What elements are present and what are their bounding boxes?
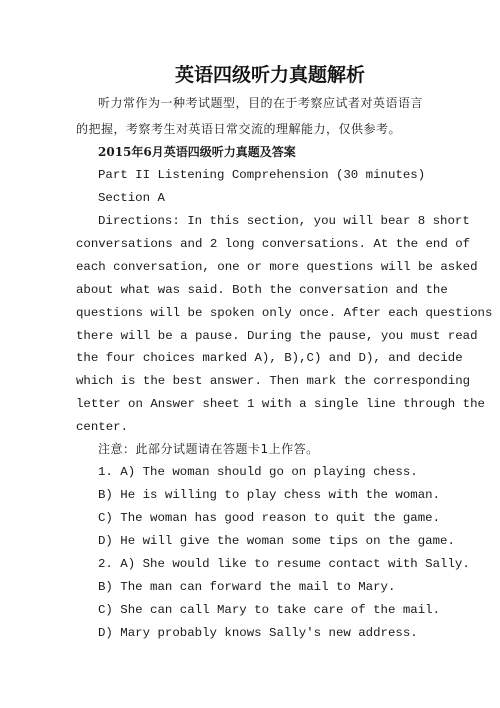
question-option: D) Mary probably knows Sally's new address.	[98, 626, 418, 640]
question-option: B) The man can forward the mail to Mary.	[98, 580, 396, 594]
note-text: 注意：此部分试题请在答题卡1上作答。	[98, 442, 319, 456]
directions-line: letter on Answer sheet 1 with a single line through the	[76, 397, 485, 411]
directions-line: about what was said. Both the conversation and the	[76, 283, 448, 297]
question-option: C) The woman has good reason to quit the game.	[98, 511, 441, 525]
directions-line: questions will be spoken only once. After each questions	[76, 306, 493, 320]
directions-line: Directions: In this section, you will bear 8 short	[98, 214, 470, 228]
directions-line: there will be a pause. During the pause, you must read	[76, 329, 478, 343]
directions-line: which is the best answer. Then mark the corresponding	[76, 374, 471, 388]
question-option: B) He is willing to play chess with the woman.	[98, 488, 441, 502]
directions-line: conversations and 2 long conversations. At the end of	[76, 237, 471, 251]
question-option: C) She can call Mary to take care of the mail.	[98, 603, 441, 617]
document-title: 英语四级听力真题解析	[174, 64, 365, 86]
section-title: Section A	[98, 191, 165, 205]
section-heading: 2015年6月英语四级听力真题及答案	[98, 145, 296, 159]
intro-line: 的把握，考察考生对英语日常交流的理解能力，仅供参考。	[76, 122, 402, 136]
question-option: D) He will give the woman some tips on the game.	[98, 534, 455, 548]
directions-line: center.	[76, 420, 129, 434]
directions-line: each conversation, one or more questions will be asked	[76, 260, 478, 274]
question-option: 1. A) The woman should go on playing chess.	[98, 465, 418, 479]
intro-line: 听力常作为一种考试题型，目的在于考察应试者对英语语言	[98, 96, 424, 110]
directions-line: the four choices marked A), B),C) and D), and decide	[76, 351, 463, 365]
part-title: Part II Listening Comprehension (30 minutes)	[98, 168, 426, 182]
question-option: 2. A) She would like to resume contact with Sally.	[98, 557, 470, 571]
